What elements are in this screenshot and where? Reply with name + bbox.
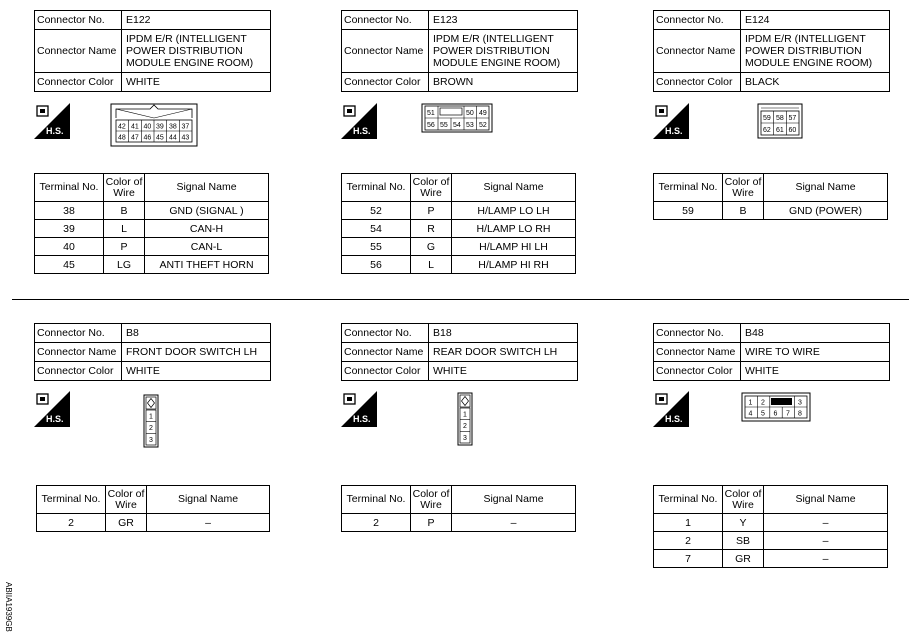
connector-name-value: IPDM E/R (INTELLIGENT POWER DISTRIBUTION MODULE ENGINE ROOM) [429, 30, 578, 73]
pin-label: 6 [773, 410, 778, 418]
terminal-cell: 2 [342, 514, 411, 532]
hs-label: H.S. [353, 126, 371, 136]
connector-no-label: Connector No. [342, 11, 429, 30]
signal-cell: GND (SIGNAL ) [145, 202, 269, 220]
hs-label: H.S. [353, 414, 371, 424]
pin-label: 8 [798, 410, 802, 418]
pin-label: 59 [763, 115, 771, 122]
pin-label: 2 [761, 399, 765, 407]
wire-color-cell: G [411, 238, 452, 256]
terminal-cell: 52 [342, 202, 411, 220]
terminal-no-header: Terminal No. [37, 486, 106, 514]
connector-e122-header [34, 10, 271, 92]
table-row [342, 514, 576, 532]
connector-b48-terminal-table [653, 485, 888, 568]
pin-label: 52 [479, 122, 487, 129]
terminal-cell: 2 [654, 532, 723, 550]
pin-label: 38 [169, 123, 177, 131]
color-of-wire-header: Color of Wire [104, 174, 145, 202]
connector-name-value: FRONT DOOR SWITCH LH [122, 343, 271, 362]
connector-no-value: B8 [122, 324, 271, 343]
table-row [35, 220, 269, 238]
table-row [654, 202, 888, 220]
pin-label: 1 [748, 399, 753, 407]
table-row [342, 238, 576, 256]
connector-b8-terminal-table [36, 485, 270, 532]
connector-color-value: BROWN [429, 73, 578, 92]
signal-cell: H/LAMP LO RH [452, 220, 576, 238]
pin-label: 54 [453, 122, 461, 129]
pin-label: 3 [149, 437, 153, 444]
connector-color-label: Connector Color [35, 362, 122, 381]
connector-name-label: Connector Name [342, 343, 429, 362]
connector-color-value: WHITE [741, 362, 890, 381]
terminal-no-header: Terminal No. [654, 486, 723, 514]
pin-label: 62 [763, 127, 771, 134]
connector-e122-face [110, 103, 198, 147]
connector-no-label: Connector No. [654, 324, 741, 343]
connector-name-label: Connector Name [35, 30, 122, 73]
table-row [342, 220, 576, 238]
signal-name-header: Signal Name [147, 486, 270, 514]
signal-name-header: Signal Name [452, 174, 576, 202]
terminal-cell: 59 [654, 202, 723, 220]
wire-color-cell: L [104, 220, 145, 238]
signal-cell: – [764, 514, 888, 532]
connector-no-value: B48 [741, 324, 890, 343]
pin-label: 60 [788, 127, 797, 134]
pin-label: 44 [169, 134, 177, 142]
pin-label: 57 [788, 115, 797, 122]
connector-no-label: Connector No. [654, 11, 741, 30]
table-row [654, 514, 888, 532]
connector-no-label: Connector No. [35, 11, 122, 30]
terminal-cell: 45 [35, 256, 104, 274]
signal-cell: GND (POWER) [764, 202, 888, 220]
pin-label: 37 [181, 123, 190, 131]
connector-color-label: Connector Color [654, 73, 741, 92]
pin-label: 1 [149, 413, 153, 421]
hs-symbol-icon [34, 391, 70, 427]
terminal-cell: 7 [654, 550, 723, 568]
wire-color-cell: LG [104, 256, 145, 274]
color-of-wire-header: Color of Wire [723, 486, 764, 514]
terminal-no-header: Terminal No. [342, 174, 411, 202]
connector-color-label: Connector Color [35, 73, 122, 92]
hs-label: H.S. [665, 126, 683, 136]
terminal-cell: 2 [37, 514, 106, 532]
table-row [35, 202, 269, 220]
connector-no-value: B18 [429, 324, 578, 343]
wire-color-cell: B [723, 202, 764, 220]
terminal-cell: 40 [35, 238, 104, 256]
wire-color-cell: B [104, 202, 145, 220]
connector-b48-header [653, 323, 890, 381]
wire-color-cell: GR [723, 550, 764, 568]
terminal-cell: 54 [342, 220, 411, 238]
signal-cell: – [147, 514, 270, 532]
pin-label: 2 [149, 425, 153, 432]
hs-symbol-icon [653, 103, 689, 139]
connector-name-label: Connector Name [35, 343, 122, 362]
connector-name-value: IPDM E/R (INTELLIGENT POWER DISTRIBUTION MODULE ENGINE ROOM) [122, 30, 271, 73]
pin-label: 50 [466, 110, 474, 117]
pin-label: 3 [798, 399, 802, 407]
connector-e123-terminal-table [341, 173, 576, 274]
connector-color-value: WHITE [122, 362, 271, 381]
pin-label: 46 [143, 134, 152, 142]
signal-cell: H/LAMP HI RH [452, 256, 576, 274]
table-row [342, 256, 576, 274]
figure-id: ABIIA1939GB [4, 582, 13, 632]
connector-color-value: WHITE [122, 73, 271, 92]
connector-color-label: Connector Color [654, 362, 741, 381]
pin-label: 49 [479, 110, 487, 117]
wire-color-cell: SB [723, 532, 764, 550]
hs-symbol-icon [341, 391, 377, 427]
pin-label: 4 [748, 410, 753, 418]
section-divider [12, 299, 909, 300]
pin-label: 5 [761, 410, 765, 418]
terminal-no-header: Terminal No. [654, 174, 723, 202]
connector-name-value: WIRE TO WIRE [741, 343, 890, 362]
terminal-cell: 38 [35, 202, 104, 220]
connector-e122-terminal-table [34, 173, 269, 274]
connector-e123-face [421, 103, 493, 133]
connector-e123-header [341, 10, 578, 92]
pin-label: 1 [463, 411, 467, 419]
signal-cell: ANTI THEFT HORN [145, 256, 269, 274]
hs-label: H.S. [46, 126, 64, 136]
pin-label: 56 [427, 122, 435, 129]
signal-name-header: Signal Name [764, 486, 888, 514]
connector-color-value: WHITE [429, 362, 578, 381]
terminal-cell: 1 [654, 514, 723, 532]
pin-label: 47 [131, 134, 139, 142]
connector-b48-face [741, 392, 811, 422]
signal-cell: – [764, 532, 888, 550]
connector-b18-face [457, 392, 473, 446]
hs-symbol-icon [34, 103, 70, 139]
connector-no-value: E124 [741, 11, 890, 30]
connector-name-label: Connector Name [342, 30, 429, 73]
hs-label: H.S. [665, 414, 683, 424]
pin-label: 41 [131, 123, 139, 131]
terminal-cell: 56 [342, 256, 411, 274]
signal-cell: – [764, 550, 888, 568]
connector-color-label: Connector Color [342, 362, 429, 381]
wire-color-cell: Y [723, 514, 764, 532]
table-row [654, 550, 888, 568]
pin-label: 53 [466, 122, 474, 129]
hs-symbol-icon [653, 391, 689, 427]
terminal-cell: 55 [342, 238, 411, 256]
connector-no-value: E123 [429, 11, 578, 30]
wire-color-cell: R [411, 220, 452, 238]
connector-b8-header [34, 323, 271, 381]
color-of-wire-header: Color of Wire [411, 174, 452, 202]
color-of-wire-header: Color of Wire [106, 486, 147, 514]
connector-name-label: Connector Name [654, 30, 741, 73]
pin-label: 39 [156, 123, 164, 131]
pin-label: 7 [786, 410, 790, 418]
signal-cell: H/LAMP LO LH [452, 202, 576, 220]
pin-label: 3 [463, 435, 467, 442]
pin-label: 40 [143, 123, 152, 131]
wire-color-cell: P [411, 514, 452, 532]
connector-color-label: Connector Color [342, 73, 429, 92]
pin-label: 61 [776, 127, 784, 134]
hs-label: H.S. [46, 414, 64, 424]
table-row [654, 532, 888, 550]
connector-b18-header [341, 323, 578, 381]
connector-e124-terminal-table [653, 173, 888, 220]
connector-no-label: Connector No. [35, 324, 122, 343]
connector-b18-terminal-table [341, 485, 576, 532]
color-of-wire-header: Color of Wire [723, 174, 764, 202]
pin-label: 55 [440, 122, 448, 129]
pin-label: 2 [463, 423, 467, 430]
terminal-no-header: Terminal No. [342, 486, 411, 514]
signal-cell: CAN-H [145, 220, 269, 238]
signal-name-header: Signal Name [145, 174, 269, 202]
table-row [342, 202, 576, 220]
connector-no-label: Connector No. [342, 324, 429, 343]
connector-e124-face [757, 103, 803, 139]
connector-name-value: IPDM E/R (INTELLIGENT POWER DISTRIBUTION MODULE ENGINE ROOM) [741, 30, 890, 73]
signal-cell: H/LAMP HI LH [452, 238, 576, 256]
connector-b8-face [143, 394, 159, 448]
pin-label: 48 [118, 134, 126, 142]
terminal-no-header: Terminal No. [35, 174, 104, 202]
signal-cell: – [452, 514, 576, 532]
pin-label: 51 [427, 110, 435, 117]
connector-e124-header [653, 10, 890, 92]
pin-label: 45 [156, 134, 164, 142]
signal-name-header: Signal Name [764, 174, 888, 202]
table-row [35, 256, 269, 274]
color-of-wire-header: Color of Wire [411, 486, 452, 514]
pin-label: 43 [181, 134, 190, 142]
connector-no-value: E122 [122, 11, 271, 30]
wire-color-cell: L [411, 256, 452, 274]
hs-symbol-icon [341, 103, 377, 139]
connector-color-value: BLACK [741, 73, 890, 92]
signal-cell: CAN-L [145, 238, 269, 256]
terminal-cell: 39 [35, 220, 104, 238]
wire-color-cell: P [411, 202, 452, 220]
pin-label: 58 [776, 115, 784, 122]
table-row [35, 238, 269, 256]
wire-color-cell: GR [106, 514, 147, 532]
connector-name-label: Connector Name [654, 343, 741, 362]
table-row [37, 514, 270, 532]
wire-color-cell: P [104, 238, 145, 256]
connector-name-value: REAR DOOR SWITCH LH [429, 343, 578, 362]
pin-label: 42 [118, 123, 126, 131]
signal-name-header: Signal Name [452, 486, 576, 514]
